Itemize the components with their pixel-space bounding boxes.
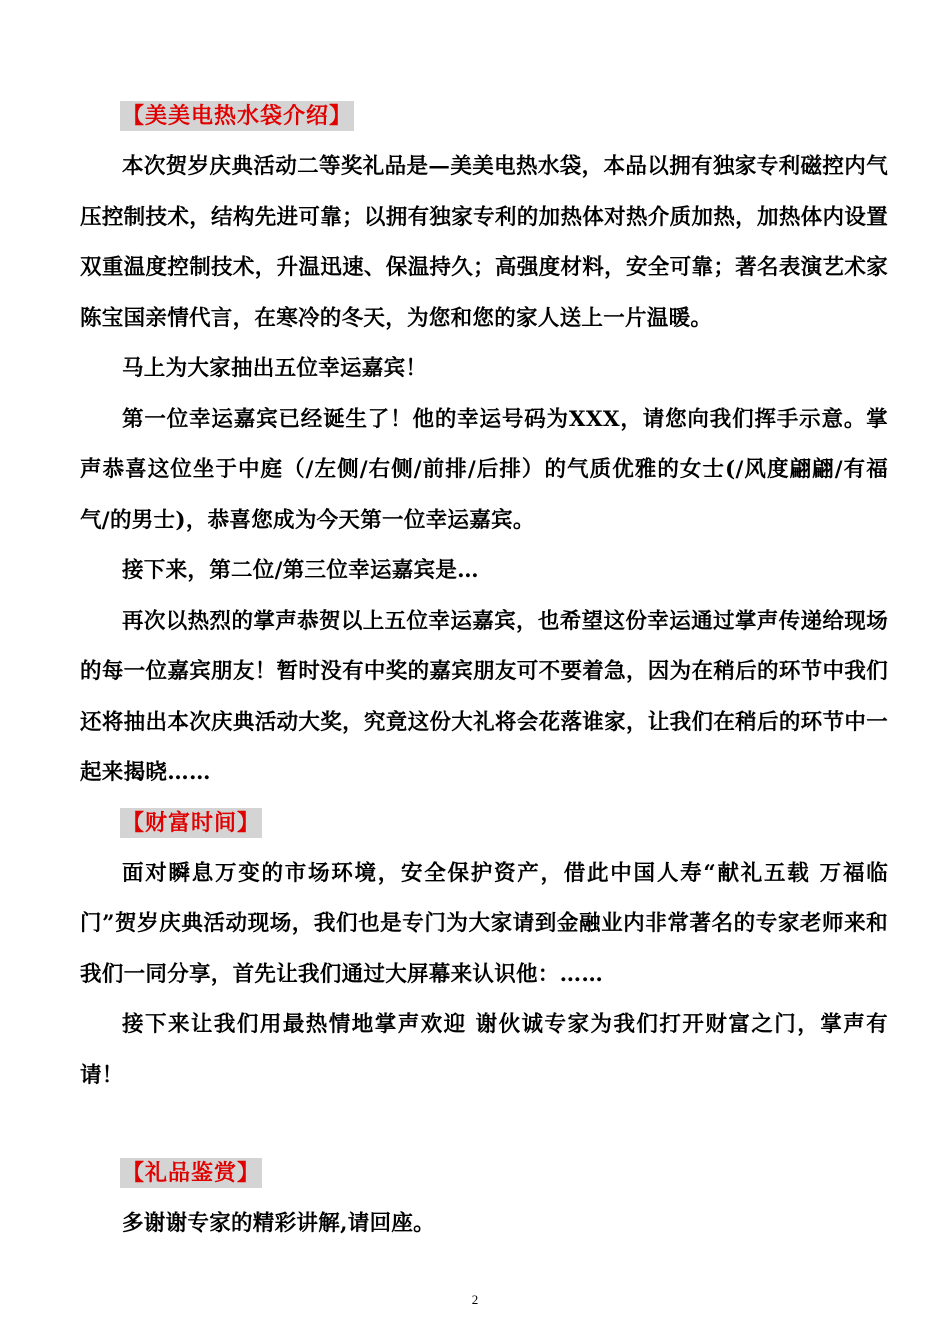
heading-label: 【礼品鉴赏】	[122, 1160, 261, 1186]
heading-label: 【美美电热水袋介绍】	[122, 103, 353, 129]
paragraph-heater-intro: 本次贺岁庆典活动二等奖礼品是—美美电热水袋，本品以拥有独家专利磁控内气压控制技术，结构先进可靠；以拥有独家专利的加热体对热介质加热，加热体内设置双重温度控制技术，升温迅速、保温持久；高强度材料，安全可靠；著名表演艺术家陈宝国亲情代言，在寒冷的冬天，为您和您的家人送上一片温暖。	[80, 154, 888, 331]
paragraph-wealth-intro: 面对瞬息万变的市场环境，安全保护资产，借此中国人寿“献礼五载 万福临门”贺岁庆典活动现场，我们也是专门为大家请到金融业内非常著名的专家老师来和我们一同分享，首先让我们通过大屏幕来认识他：……	[80, 860, 888, 987]
section-heading-wealth	[120, 803, 888, 843]
paragraph-draw-announce: 马上为大家抽出五位幸运嘉宾！	[122, 356, 428, 381]
section-heading-heater	[120, 96, 888, 136]
document-body	[80, 96, 888, 1250]
blank-line	[80, 1101, 888, 1153]
paragraph-expert-welcome: 接下来让我们用最热情地掌声欢迎 谢伙诚专家为我们打开财富之门，掌声有请！	[80, 1012, 888, 1088]
paragraph-next-winners: 接下来，第二位/第三位幸运嘉宾是…	[122, 558, 479, 583]
paragraph-thanks: 多谢谢专家的精彩讲解,请回座。	[122, 1211, 435, 1236]
section-heading-gift	[120, 1153, 888, 1193]
paragraph-first-winner: 第一位幸运嘉宾已经诞生了！他的幸运号码为XXX，请您向我们挥手示意。掌声恭喜这位坐于中庭（/左侧/右侧/前排/后排）的气质优雅的女士(/风度翩翩/有福气/的男士)，恭喜您成为今天第一位幸运嘉宾。	[80, 406, 888, 533]
heading-label: 【财富时间】	[122, 809, 261, 836]
page-number: 2	[471, 1292, 479, 1307]
paragraph-congrats: 再次以热烈的掌声恭贺以上五位幸运嘉宾，也希望这份幸运通过掌声传递给现场的每一位嘉宾朋友！暂时没有中奖的嘉宾朋友可不要着急，因为在稍后的环节中我们还将抽出本次庆典活动大奖，究竟这份大礼将会花落谁家，让我们在稍后的环节中一起来揭晓……	[80, 608, 888, 785]
